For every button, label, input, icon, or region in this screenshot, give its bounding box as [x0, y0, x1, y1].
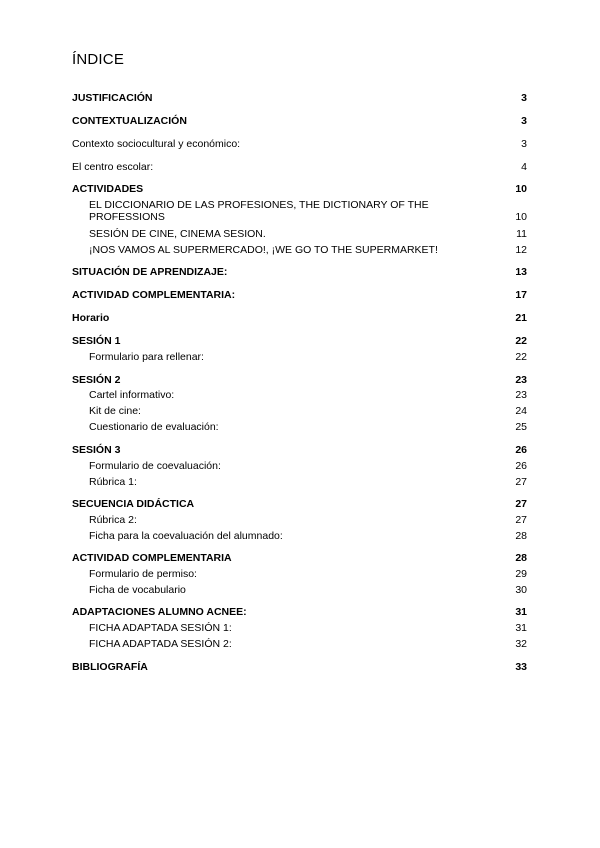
toc-entry-page: 3 [521, 115, 527, 127]
toc-entry-page: 22 [515, 351, 527, 363]
toc-entry-label: Rúbrica 1: [89, 476, 137, 488]
toc-entry-label: ¡NOS VAMOS AL SUPERMERCADO!, ¡WE GO TO THE SUPERMARKET! [89, 244, 438, 256]
toc-entry-label: JUSTIFICACIÓN [72, 92, 153, 104]
toc-entry-page: 33 [515, 661, 527, 673]
toc-entry-label: SESIÓN DE CINE, CINEMA SESION. [89, 228, 266, 240]
toc-entry-label: SECUENCIA DIDÁCTICA [72, 498, 195, 510]
toc-entry-label: SESIÓN 2 [72, 374, 121, 386]
toc-entry-label: Ficha de vocabulario [89, 584, 186, 596]
toc-entry-page: 22 [515, 335, 527, 347]
toc-entry-label: SESIÓN 3 [72, 444, 121, 456]
toc-entry-label: Formulario para rellenar: [89, 351, 204, 363]
toc-entry-page: 30 [515, 584, 527, 596]
toc-entry-page: 13 [515, 266, 527, 278]
toc-entry-page: 3 [521, 92, 527, 104]
toc-entry-page: 29 [515, 568, 527, 580]
toc-entry-label: Cuestionario de evaluación: [89, 421, 219, 433]
toc-entry-page: 23 [515, 374, 527, 386]
toc-entry-label: Kit de cine: [89, 405, 141, 417]
toc-entry-page: 10 [515, 211, 527, 223]
toc-entry-page: 25 [515, 421, 527, 433]
toc-entry-label: Formulario de permiso: [89, 568, 197, 580]
toc-entry-page: 28 [515, 552, 527, 564]
toc-entry[interactable] [72, 199, 527, 223]
toc-entry-label: SITUACIÓN DE APRENDIZAJE: [72, 266, 228, 278]
toc-entry-page: 31 [515, 606, 527, 618]
toc-entry-label: BIBLIOGRAFÍA [72, 661, 148, 673]
toc-entry-label: ADAPTACIONES ALUMNO ACNEE: [72, 606, 247, 618]
toc-entry-page: 28 [515, 530, 527, 542]
toc-entry-page: 12 [515, 244, 527, 256]
toc-entry-label: FICHA ADAPTADA SESIÓN 2: [89, 638, 232, 650]
toc-entry-page: 10 [515, 183, 527, 195]
toc-entry-label: Rúbrica 2: [89, 514, 137, 526]
toc-entry-page: 27 [515, 498, 527, 510]
toc-entry-page: 23 [515, 389, 527, 401]
toc-entry-label: Ficha para la coevaluación del alumnado: [89, 530, 283, 542]
toc-entry-label: SESIÓN 1 [72, 335, 121, 347]
toc-entry-label: CONTEXTUALIZACIÓN [72, 115, 187, 127]
toc-entry-label: EL DICCIONARIO DE LAS PROFESIONES, THE DICTIONARY OF THE PROFESSIONS [89, 199, 429, 223]
index-title: ÍNDICE [72, 51, 125, 68]
toc-entry-label: ACTIVIDAD COMPLEMENTARIA [72, 552, 232, 564]
toc-entry-label: ACTIVIDAD COMPLEMENTARIA: [72, 289, 236, 301]
toc-entry-page: 11 [516, 228, 527, 240]
toc-entry-label: Cartel informativo: [89, 389, 175, 401]
toc-entry-page: 3 [521, 138, 527, 150]
toc-entry-label: El centro escolar: [72, 161, 154, 173]
toc-entry-page: 26 [515, 460, 527, 472]
toc-entry-label: Formulario de coevaluación: [89, 460, 221, 472]
toc-entry-page: 17 [515, 289, 527, 301]
toc-entry-label: Contexto sociocultural y económico: [72, 138, 241, 150]
toc-entry-page: 27 [515, 476, 527, 488]
toc-entry-label: ACTIVIDADES [72, 183, 144, 195]
toc-entry-label: Horario [72, 312, 110, 324]
toc-entry-page: 32 [515, 638, 527, 650]
toc-entry-page: 26 [515, 444, 527, 456]
toc-entry-page: 24 [515, 405, 527, 417]
toc-entry-page: 27 [515, 514, 527, 526]
toc-entry-page: 21 [515, 312, 527, 324]
toc-entry-label: FICHA ADAPTADA SESIÓN 1: [89, 622, 232, 634]
toc-entry-page: 31 [515, 622, 527, 634]
toc-entry-page: 4 [521, 161, 527, 173]
